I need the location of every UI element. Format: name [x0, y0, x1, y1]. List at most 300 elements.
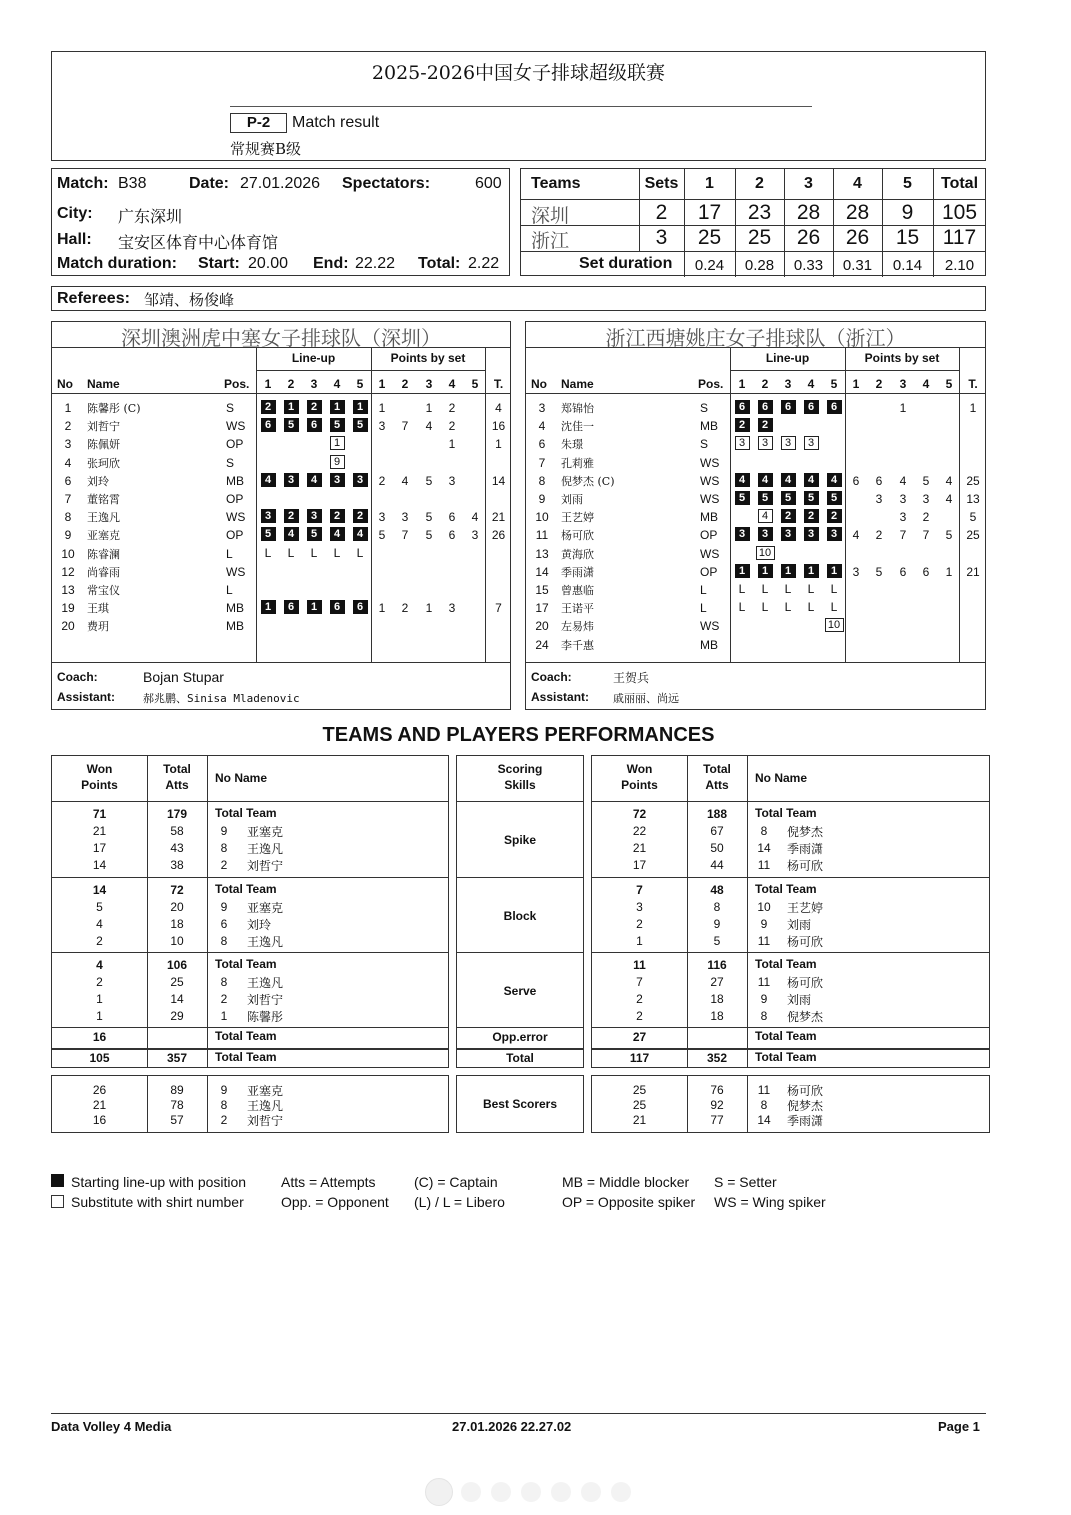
player-number: 20 — [61, 619, 75, 634]
perf-player-name: 刘哲宁 — [247, 859, 284, 873]
col-no-header: No — [57, 377, 73, 391]
coach-name: Bojan Stupar — [143, 669, 224, 685]
substitute-marker: 3 — [804, 436, 819, 450]
perf-player-no: 11 — [757, 858, 771, 872]
team-roster-home — [51, 321, 511, 710]
col-name-header: Name — [561, 377, 594, 391]
perf-won-points: 2 — [636, 1009, 643, 1023]
libero-marker: L — [738, 600, 746, 615]
coach-name: 王贺兵 — [613, 671, 650, 685]
perf-player-name: 刘雨 — [787, 993, 812, 1007]
score-set-points: 25 — [747, 226, 772, 249]
legend-starting: Starting line-up with position — [71, 1174, 247, 1190]
player-number: 3 — [538, 401, 546, 415]
perf-player-no: 9 — [760, 992, 768, 1006]
lineup-set-header: 5 — [830, 377, 838, 391]
perf-player-name: 倪梦杰 — [787, 1010, 824, 1024]
libero-marker: L — [264, 545, 272, 560]
set-points: 4 — [401, 473, 409, 488]
perf-won-points: 1 — [96, 1009, 103, 1023]
player-name: 曾惠临 — [561, 584, 594, 597]
score-team-name: 深圳 — [531, 205, 570, 227]
assistant-names: 戚丽丽、尚远 — [613, 692, 679, 705]
starting-position-marker: 4 — [330, 527, 345, 541]
set-points: 4 — [852, 528, 860, 543]
perf-player-no: 8 — [220, 841, 228, 855]
set-points: 6 — [922, 564, 930, 579]
player-total-points: 16 — [491, 419, 506, 434]
roster-col-line — [256, 347, 257, 662]
perf-player-name: 王逸凡 — [247, 1099, 284, 1113]
footer-timestamp: 27.01.2026 22.27.02 — [452, 1419, 572, 1434]
roster-rule — [52, 347, 510, 348]
starting-position-marker: 2 — [804, 509, 819, 523]
set-points: 1 — [448, 437, 456, 452]
points-set-header: 1 — [378, 377, 386, 391]
libero-marker: L — [830, 600, 838, 615]
player-name: 王艺婷 — [561, 511, 594, 525]
won-points-header: Won Points — [621, 762, 658, 792]
perf-player-no: 6 — [220, 917, 228, 931]
perf-player-name: 亚塞克 — [247, 901, 284, 915]
legend-op: OP = Opposite spiker — [562, 1194, 696, 1210]
points-set-header: 5 — [471, 377, 479, 391]
set-points: 3 — [852, 564, 860, 579]
perf-won-points: 1 — [636, 934, 643, 948]
footer-page: Page 1 — [938, 1419, 980, 1434]
col-pos-header: Pos. — [698, 377, 724, 391]
starting-position-marker: 2 — [307, 400, 322, 414]
player-position: WS — [700, 619, 720, 634]
starting-position-marker: 3 — [307, 509, 322, 523]
roster-rule — [526, 662, 985, 663]
set-points: 1 — [425, 401, 433, 415]
perf-row-line — [52, 952, 448, 953]
set-duration: 0.24 — [694, 257, 725, 274]
set-points: 3 — [899, 492, 907, 506]
perf-row-line — [52, 801, 448, 802]
player-name: 黄海欣 — [561, 547, 594, 561]
player-total-points: 1 — [969, 401, 977, 415]
libero-marker: L — [761, 582, 769, 596]
perf-col-line — [747, 756, 748, 1067]
starting-position-marker: 4 — [353, 527, 368, 541]
player-position: MB — [226, 601, 244, 616]
substitute-swatch — [51, 1195, 64, 1208]
player-total-points: 7 — [495, 601, 502, 616]
player-position: WS — [700, 492, 720, 506]
perf-row-line — [52, 877, 448, 878]
starting-position-marker: 5 — [353, 418, 368, 432]
set-points: 5 — [378, 528, 386, 543]
player-number: 8 — [64, 510, 72, 525]
player-name: 沈佳一 — [561, 420, 594, 434]
away-performance-table — [591, 755, 990, 1068]
player-total-points: 21 — [491, 510, 506, 525]
score-total-points: 105 — [941, 201, 978, 224]
player-position: OP — [700, 564, 718, 579]
score-header: 2 — [755, 175, 764, 192]
perf-total-atts: 25 — [170, 975, 184, 989]
substitute-marker: 1 — [330, 436, 345, 450]
set-points: 3 — [401, 510, 409, 525]
set-points: 3 — [471, 528, 479, 543]
starting-position-marker: 6 — [735, 400, 750, 414]
perf-won-points: 17 — [92, 841, 107, 855]
perf-won-points: 1 — [96, 992, 103, 1006]
starting-position-marker: 3 — [827, 527, 842, 541]
perf-player-name: 季雨潇 — [787, 1114, 824, 1128]
legend-mb: MB = Middle blocker — [562, 1174, 690, 1190]
watermark-dot — [551, 1482, 571, 1502]
score-set-points: 23 — [747, 201, 772, 224]
set-points: 3 — [378, 419, 386, 434]
perf-total-atts: 48 — [710, 883, 724, 897]
starting-position-marker: 3 — [353, 473, 368, 487]
player-name: 倪梦杰 (C) — [561, 474, 615, 488]
performance-title: TEAMS AND PLAYERS PERFORMANCES — [322, 724, 715, 746]
perf-won-points: 27 — [632, 1030, 647, 1044]
scoring-skills-header: Scoring Skills — [497, 762, 543, 792]
starting-position-marker: 5 — [284, 418, 299, 432]
player-number: 7 — [538, 455, 546, 470]
score-set-points: 25 — [697, 226, 722, 249]
set-points: 6 — [448, 528, 456, 543]
starting-position-marker: 4 — [307, 473, 322, 487]
legend-libero: (L) / L = Libero — [414, 1194, 505, 1210]
roster-col-line — [371, 347, 372, 662]
starting-position-marker: 6 — [307, 418, 322, 432]
perf-won-points: 7 — [636, 975, 643, 989]
player-number: 19 — [61, 601, 75, 616]
hall-value: 宝安区体育中心体育馆 — [118, 233, 279, 252]
starting-position-marker: 4 — [735, 473, 750, 487]
skills-column — [456, 755, 584, 1068]
perf-player-no: 1 — [220, 1009, 228, 1023]
no-name-header: No Name — [215, 771, 268, 785]
perf-player-no: 8 — [220, 1098, 228, 1112]
perf-player-name: 杨可欣 — [787, 976, 824, 990]
starting-position-marker: 1 — [827, 564, 842, 578]
perf-player-no: 8 — [760, 1009, 768, 1023]
perf-total-atts: 89 — [170, 1083, 184, 1097]
starting-position-marker: 3 — [735, 527, 750, 541]
starting-position-marker: 2 — [261, 400, 276, 414]
set-points: 5 — [875, 564, 883, 579]
start-value: 20.00 — [248, 255, 289, 272]
legend-ws: WS = Wing spiker — [714, 1194, 826, 1210]
player-name: 陈馨彤 (C) — [87, 402, 141, 415]
starting-position-marker: 2 — [781, 509, 796, 523]
score-set-points: 17 — [697, 201, 722, 224]
player-position: L — [700, 601, 707, 616]
player-total-points: 26 — [491, 528, 506, 543]
player-position: OP — [226, 528, 244, 543]
substitute-marker: 10 — [756, 546, 775, 560]
perf-won-points: 117 — [629, 1051, 650, 1065]
set-points: 3 — [922, 492, 930, 506]
perf-total-atts: 10 — [170, 934, 184, 948]
player-name: 王琪 — [87, 602, 109, 616]
skill-label: Block — [503, 909, 537, 923]
perf-player-name: 刘玲 — [247, 918, 272, 932]
starting-position-marker: 5 — [781, 491, 796, 505]
perf-player-name: 亚塞克 — [247, 825, 284, 839]
player-position: WS — [226, 419, 246, 434]
lineup-set-header: 3 — [310, 377, 318, 391]
best-scorers-label: Best Scorers — [482, 1097, 558, 1111]
set-points: 4 — [945, 492, 953, 506]
perf-player-no: 11 — [757, 1083, 771, 1097]
player-name: 刘哲宁 — [87, 420, 120, 434]
roster-rule — [52, 393, 510, 394]
set-points: 4 — [899, 473, 907, 488]
starting-position-marker: 5 — [804, 491, 819, 505]
starting-position-marker: 1 — [353, 400, 368, 414]
starting-position-marker: 1 — [758, 564, 773, 578]
perf-won-points: 11 — [633, 958, 646, 972]
perf-total-atts: 44 — [710, 858, 724, 872]
perf-player-no: 9 — [760, 917, 768, 931]
starting-position-marker: 5 — [261, 527, 276, 541]
perf-player-name: 王逸凡 — [247, 976, 284, 990]
starting-position-marker: 1 — [261, 600, 276, 614]
points-set-header: 5 — [945, 377, 953, 391]
starting-position-marker: 2 — [284, 509, 299, 523]
set-points: 3 — [448, 473, 456, 488]
perf-player-name: 杨可欣 — [787, 935, 824, 949]
lineup-set-header: 1 — [738, 377, 746, 391]
player-number: 13 — [61, 583, 75, 597]
player-name: 刘雨 — [561, 493, 583, 506]
player-number: 9 — [538, 492, 546, 506]
score-sets-won: 2 — [655, 201, 668, 224]
player-total-points: 1 — [495, 437, 502, 452]
legend-captain: (C) = Captain — [414, 1174, 498, 1190]
perf-col-line — [207, 1076, 208, 1132]
set-points: 6 — [899, 564, 907, 579]
watermark-dot — [611, 1482, 631, 1502]
perf-total-atts: 116 — [707, 958, 727, 972]
perf-total-atts: 29 — [170, 1009, 184, 1023]
player-number: 17 — [535, 601, 549, 616]
perf-player-name: 杨可欣 — [787, 859, 824, 873]
perf-total-atts: 18 — [170, 917, 184, 931]
starting-position-marker: 1 — [804, 564, 819, 578]
perf-player-no: 2 — [220, 1113, 228, 1127]
skill-label: Serve — [503, 984, 537, 998]
player-name: 孔莉雅 — [561, 456, 594, 470]
player-number: 15 — [535, 583, 549, 597]
set-points: 3 — [875, 492, 883, 506]
libero-marker: L — [333, 545, 341, 560]
player-number: 12 — [61, 564, 75, 579]
player-number: 7 — [64, 492, 72, 506]
footer-software: Data Volley 4 Media — [51, 1419, 172, 1434]
player-position: MB — [700, 510, 718, 525]
player-name: 左易炜 — [561, 620, 594, 634]
perf-total-atts: 50 — [710, 841, 724, 855]
player-position: L — [226, 583, 233, 597]
libero-marker: L — [738, 582, 746, 596]
starting-lineup-swatch — [51, 1174, 64, 1187]
perf-player-no: 9 — [220, 1083, 228, 1097]
score-header: Total — [940, 175, 979, 192]
set-points: 6 — [875, 473, 883, 488]
spectators-label: Spectators: — [342, 175, 431, 192]
libero-marker: L — [807, 600, 815, 615]
score-team-name: 浙江 — [531, 230, 570, 252]
score-set-points: 26 — [845, 226, 870, 249]
starting-position-marker: 5 — [330, 418, 345, 432]
perf-total-atts: 20 — [170, 900, 184, 914]
libero-marker: L — [807, 582, 815, 596]
starting-position-marker: 4 — [781, 473, 796, 487]
col-total-header: T. — [493, 377, 504, 391]
perf-player-name: Total Team — [755, 1029, 817, 1043]
perf-player-name: 亚塞克 — [247, 1084, 284, 1098]
set-points: 6 — [852, 473, 860, 488]
player-name: 尚睿雨 — [87, 565, 120, 579]
libero-marker: L — [784, 600, 792, 615]
perf-won-points: 5 — [96, 900, 103, 914]
phase-subtitle: 常规赛B级 — [230, 140, 302, 158]
set-points: 1 — [378, 401, 386, 415]
perf-player-name: 刘哲宁 — [247, 993, 284, 1007]
score-row-line — [521, 199, 985, 200]
referees-box — [51, 286, 986, 311]
perf-player-no: 9 — [220, 824, 228, 838]
player-number: 20 — [535, 619, 549, 634]
lineup-set-header: 4 — [807, 377, 815, 391]
lineup-set-header: 5 — [356, 377, 364, 391]
perf-player-name: Total Team — [755, 957, 817, 971]
perf-player-no: 8 — [220, 934, 228, 948]
player-name: 王诺平 — [561, 602, 594, 616]
libero-marker: L — [310, 545, 318, 560]
player-number: 11 — [535, 528, 549, 543]
perf-player-no: 9 — [220, 900, 228, 914]
title-rule — [230, 106, 812, 107]
player-position: S — [700, 437, 709, 452]
perf-total-atts: 18 — [710, 992, 724, 1006]
set-points: 3 — [448, 601, 456, 616]
starting-position-marker: 2 — [330, 509, 345, 523]
perf-won-points: 2 — [96, 975, 103, 989]
roster-rule — [52, 662, 510, 663]
set-points: 2 — [401, 601, 409, 616]
set-points: 1 — [378, 601, 386, 616]
perf-total-atts: 78 — [170, 1098, 184, 1112]
substitute-marker: 9 — [330, 455, 345, 469]
player-name: 陈睿澜 — [87, 547, 120, 561]
starting-position-marker: 3 — [758, 527, 773, 541]
points-by-set-header: Points by set — [864, 351, 940, 365]
match-label: Match: — [57, 175, 109, 192]
end-value: 22.22 — [355, 255, 396, 272]
player-position: S — [226, 455, 235, 470]
perf-player-name: 刘哲宁 — [247, 1114, 284, 1128]
starting-position-marker: 4 — [284, 527, 299, 541]
starting-position-marker: 5 — [758, 491, 773, 505]
score-table — [520, 168, 986, 276]
score-set-points: 15 — [895, 226, 920, 249]
perf-total-atts: 8 — [713, 900, 721, 914]
perf-total-atts: 5 — [713, 934, 721, 948]
player-name: 陈佩妍 — [87, 438, 120, 452]
score-total-points: 117 — [942, 226, 977, 249]
lineup-header: Line-up — [291, 351, 336, 365]
perf-player-name: Total Team — [215, 882, 277, 896]
perf-won-points: 4 — [96, 917, 103, 931]
libero-marker: L — [830, 582, 838, 596]
watermark-dots — [425, 1478, 645, 1506]
perf-won-points: 16 — [92, 1030, 107, 1044]
player-number: 3 — [64, 437, 72, 452]
total-value: 2.22 — [468, 255, 500, 272]
player-number: 10 — [61, 546, 75, 561]
set-points: 7 — [899, 528, 907, 543]
score-header: 1 — [705, 175, 714, 192]
perf-player-no: 8 — [760, 824, 768, 838]
lineup-header: Line-up — [765, 351, 810, 365]
roster-rule — [526, 347, 985, 348]
starting-position-marker: 1 — [781, 564, 796, 578]
perf-won-points: 16 — [92, 1113, 107, 1127]
total-label: Total: — [418, 255, 461, 272]
starting-position-marker: 4 — [804, 473, 819, 487]
perf-row-line — [592, 952, 989, 953]
perf-won-points: 22 — [632, 824, 647, 838]
score-set-points: 28 — [796, 201, 821, 224]
perf-won-points: 14 — [92, 858, 107, 872]
starting-position-marker: 2 — [735, 418, 750, 432]
player-name: 董铭霄 — [87, 493, 120, 506]
player-name: 刘玲 — [87, 474, 109, 488]
end-label: End: — [313, 255, 349, 272]
player-number: 8 — [538, 473, 546, 488]
player-number: 4 — [64, 455, 72, 470]
starting-position-marker: 3 — [284, 473, 299, 487]
set-points: 1 — [425, 601, 433, 616]
player-position: MB — [700, 419, 718, 434]
perf-player-name: Total Team — [215, 957, 277, 971]
watermark-dot — [491, 1482, 511, 1502]
perf-won-points: 7 — [636, 883, 643, 897]
date-label: Date: — [189, 175, 230, 192]
player-number: 14 — [535, 564, 549, 579]
perf-player-no: 8 — [760, 1098, 768, 1112]
perf-player-no: 8 — [220, 975, 228, 989]
perf-player-name: 王艺婷 — [787, 901, 824, 915]
set-points: 7 — [401, 528, 409, 543]
starting-position-marker: 6 — [827, 400, 842, 414]
substitute-marker: 10 — [825, 618, 844, 632]
date-value: 27.01.2026 — [240, 175, 321, 192]
perf-won-points: 72 — [632, 807, 647, 821]
starting-position-marker: 6 — [330, 600, 345, 614]
perf-player-name: 杨可欣 — [787, 1084, 824, 1098]
set-points: 4 — [471, 510, 479, 525]
starting-position-marker: 4 — [261, 473, 276, 487]
team-roster-away — [525, 321, 986, 710]
perf-total-atts: 14 — [170, 992, 184, 1006]
legend-s: S = Setter — [714, 1174, 777, 1190]
player-position: S — [700, 401, 709, 415]
perf-player-no: 2 — [220, 858, 228, 872]
home-performance-table — [51, 755, 449, 1068]
perf-won-points: 21 — [92, 824, 107, 838]
